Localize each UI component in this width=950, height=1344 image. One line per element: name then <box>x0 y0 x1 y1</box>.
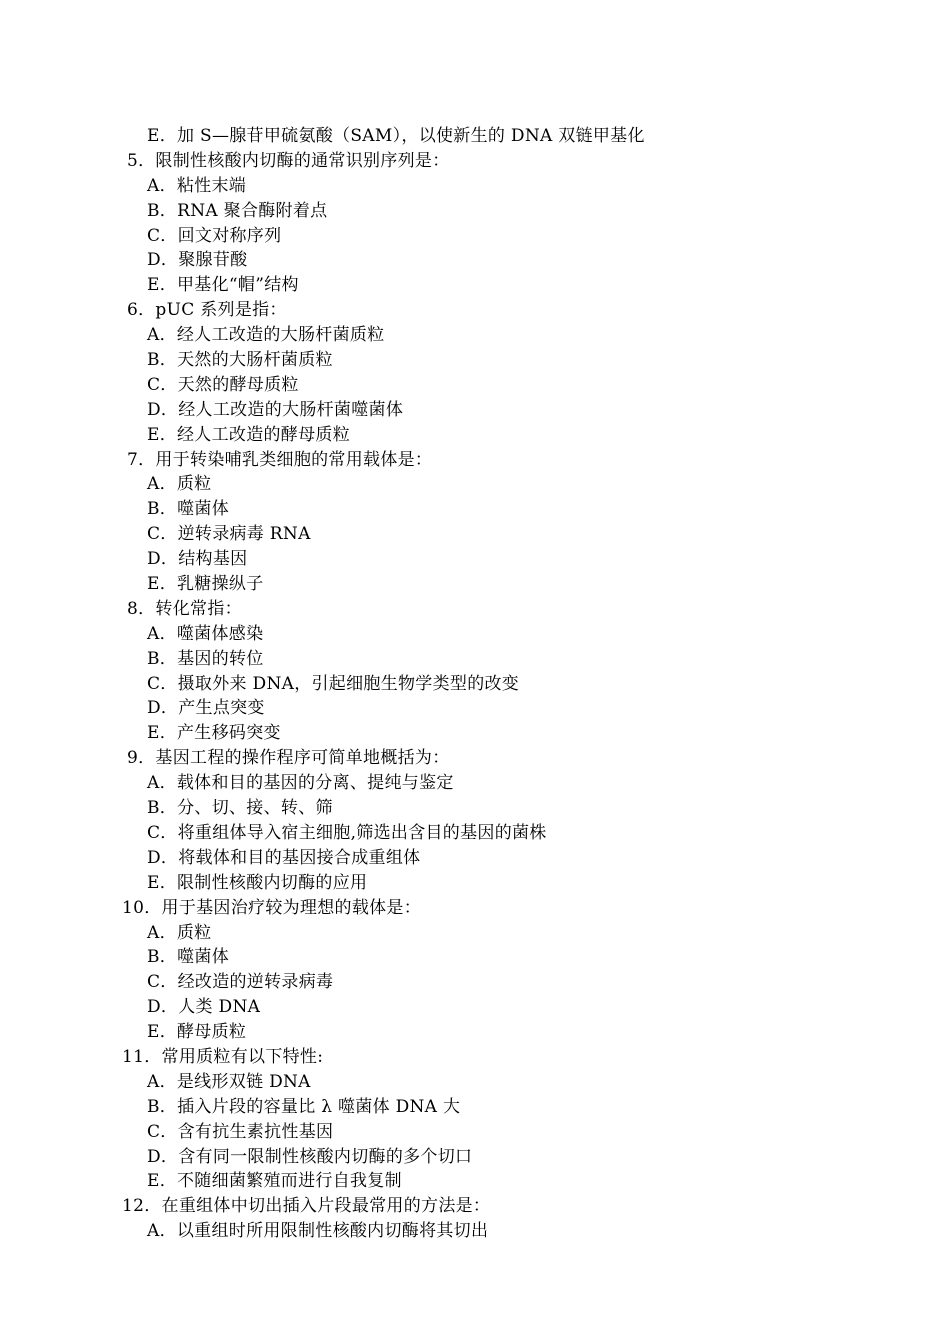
answer-option: C．天然的酵母质粒 <box>147 374 299 395</box>
question-stem: 12．在重组体中切出插入片段最常用的方法是： <box>122 1196 491 1217</box>
question-stem: 7．用于转染哺乳类细胞的常用载体是： <box>127 449 433 470</box>
answer-option: E．加 S—腺苷甲硫氨酸（SAM），以使新生的 DNA 双链甲基化 <box>147 126 645 146</box>
answer-option: E．酵母质粒 <box>147 1022 247 1043</box>
answer-option: A．以重组时所用限制性核酸内切酶将其切出 <box>147 1221 489 1242</box>
answer-option: D．聚腺苷酸 <box>147 250 248 271</box>
answer-option: B．插入片段的容量比 λ 噬菌体 DNA 大 <box>147 1096 461 1117</box>
answer-option: A．粘性末端 <box>147 175 247 196</box>
answer-option: B．基因的转位 <box>147 648 264 669</box>
answer-option: D．含有同一限制性核酸内切酶的多个切口 <box>147 1146 473 1167</box>
answer-option: B．噬菌体 <box>147 499 229 520</box>
question-stem: 9．基因工程的操作程序可简单地概括为： <box>127 748 450 769</box>
question-stem: 5．限制性核酸内切酶的通常识别序列是： <box>127 150 450 171</box>
answer-option: C．逆转录病毒 RNA <box>147 524 311 545</box>
answer-option: A．是线形双链 DNA <box>147 1071 311 1092</box>
answer-option: A．质粒 <box>147 922 212 943</box>
answer-option: A．质粒 <box>147 474 212 495</box>
answer-option: A．载体和目的基因的分离、提纯与鉴定 <box>147 773 454 794</box>
answer-option: E．乳糖操纵子 <box>147 574 264 595</box>
question-stem: 11．常用质粒有以下特性: <box>122 1046 324 1067</box>
question-stem: 8．转化常指： <box>127 598 242 619</box>
answer-option: D．人类 DNA <box>147 997 261 1018</box>
answer-option: D．经人工改造的大肠杆菌噬菌体 <box>147 399 404 420</box>
answer-option: C．摄取外来 DNA，引起细胞生物学类型的改变 <box>147 673 520 694</box>
answer-option: C．将重组体导入宿主细胞,筛选出含目的基因的菌株 <box>147 822 547 843</box>
answer-option: E．经人工改造的酵母质粒 <box>147 424 351 445</box>
answer-option: B．天然的大肠杆菌质粒 <box>147 350 333 371</box>
question-stem: 6．pUC 系列是指： <box>127 300 287 321</box>
question-stem: 10．用于基因治疗较为理想的载体是： <box>122 897 422 918</box>
answer-option: E．限制性核酸内切酶的应用 <box>147 872 368 893</box>
answer-option: C．含有抗生素抗性基因 <box>147 1121 334 1142</box>
answer-option: D．将载体和目的基因接合成重组体 <box>147 847 421 868</box>
answer-option: E．产生移码突变 <box>147 723 281 744</box>
answer-option: B．RNA 聚合酶附着点 <box>147 200 328 221</box>
answer-option: A．噬菌体感染 <box>147 623 264 644</box>
answer-option: E．不随细菌繁殖而进行自我复制 <box>147 1171 402 1192</box>
answer-option: B．分、切、接、转、筛 <box>147 798 333 819</box>
answer-option: E．甲基化“帽”结构 <box>147 275 299 296</box>
answer-option: D．结构基因 <box>147 549 248 570</box>
answer-option: B．噬菌体 <box>147 947 229 968</box>
document-page <box>0 124 950 1244</box>
answer-option: C．经改造的逆转录病毒 <box>147 972 334 993</box>
answer-option: C．回文对称序列 <box>147 225 282 246</box>
answer-option: A．经人工改造的大肠杆菌质粒 <box>147 325 385 346</box>
answer-option: D．产生点突变 <box>147 698 265 719</box>
